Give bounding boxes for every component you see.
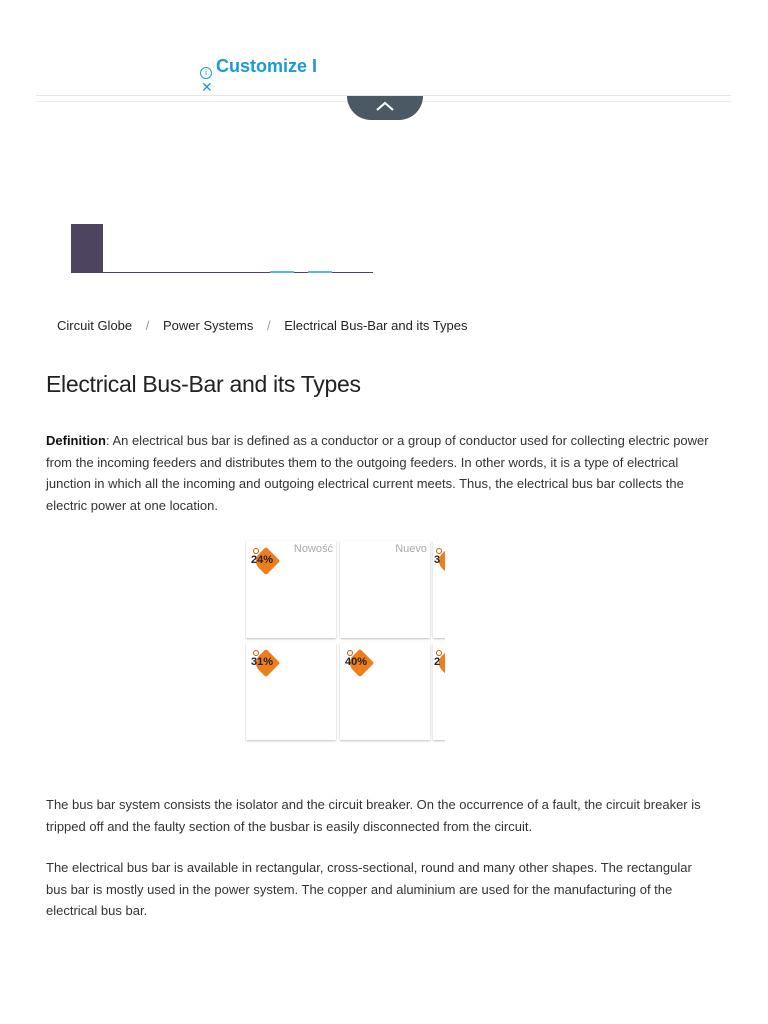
discount-badge: 2 [433,649,445,679]
close-icon[interactable]: ✕ [201,79,213,95]
discount-badge: 24% [250,547,282,577]
product-card[interactable] [433,643,445,740]
logo-accent [270,271,294,273]
breadcrumb-separator: / [266,318,271,334]
discount-badge: 40% [344,649,376,679]
breadcrumb-separator: / [145,318,150,334]
body-paragraph: The bus bar system consists the isolator and the circuit breaker. On the occurrence of a fault, the circuit breaker is tripped off and the faulty section of the busbar is easily disconnected from the circuit. [46,797,701,834]
logo-accent [308,271,332,273]
breadcrumb-category-link[interactable]: Power Systems [163,318,254,334]
definition-paragraph [46,430,716,516]
product-card[interactable] [246,541,336,638]
product-tag: Nuevo [395,543,427,555]
product-card[interactable] [340,643,430,740]
page-title: Electrical Bus-Bar and its Types [46,371,361,397]
discount-badge: 3 [433,547,445,577]
discount-badge: 31% [250,649,282,679]
product-card[interactable] [246,643,336,740]
body-paragraph: The electrical bus bar is available in rectangular, cross-sectional, round and many other shapes. The rectangular bus bar is mostly used in the power system. The copper and aluminium are used for the manufacturing of the electrical bus bar. [46,860,692,918]
definition-text: : An electrical bus bar is defined as a conductor or a group of conductor used for collecting electric power from the incoming feeders and distributes them to the outgoing feeders. In other words, it is a type of electrical junction in which all the incoming and outgoing electrical current meets. Thus, the electrical bus bar collects the electric power at one location. [46,433,709,513]
chevron-up-icon [375,100,395,112]
logo-underline [103,272,373,273]
ad-headline[interactable]: Customize I [216,56,318,76]
product-card[interactable] [340,541,430,638]
site-logo[interactable] [71,224,103,273]
info-icon[interactable]: i [200,67,212,79]
breadcrumb [57,317,468,333]
product-card[interactable] [433,541,445,638]
product-ad-widget[interactable] [245,540,445,743]
breadcrumb-current: Electrical Bus-Bar and its Types [284,318,468,334]
breadcrumb-home-link[interactable]: Circuit Globe [57,318,133,334]
collapse-ad-button[interactable] [347,96,423,120]
product-tag: Nowość [293,543,333,555]
definition-label: Definition [46,433,106,448]
